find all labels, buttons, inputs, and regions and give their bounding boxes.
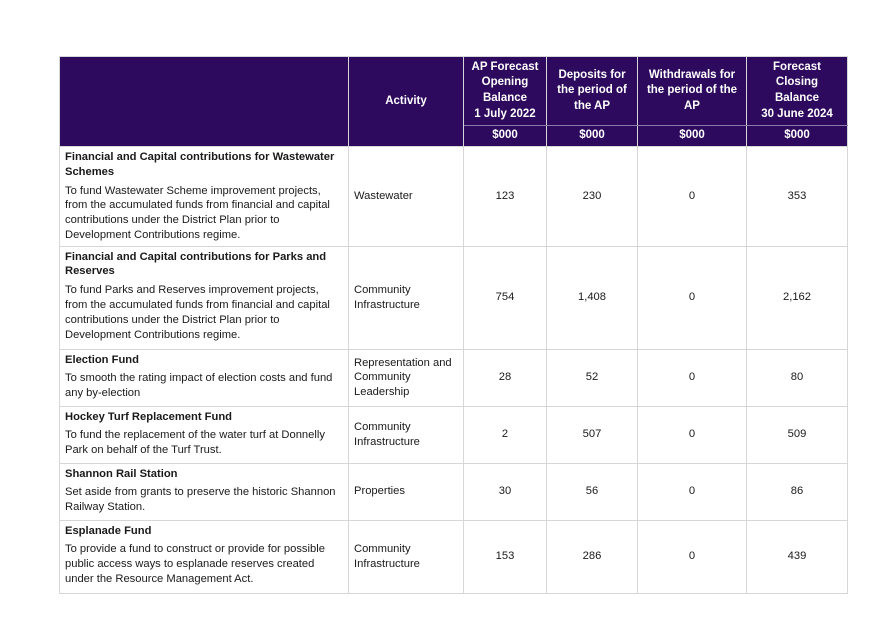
withdrawals-cell: 0 bbox=[638, 463, 747, 520]
fund-cell bbox=[60, 147, 349, 247]
deposits-cell: 56 bbox=[547, 463, 638, 520]
activity-cell: Wastewater bbox=[349, 147, 464, 247]
table-row bbox=[60, 406, 848, 463]
fund-description: To smooth the rating impact of election costs and fund any by-election bbox=[65, 372, 333, 400]
reserve-funds-table bbox=[59, 56, 848, 594]
deposits-cell: 1,408 bbox=[547, 246, 638, 349]
closing-cell: 353 bbox=[747, 147, 848, 247]
header-deposits: Deposits for the period of the AP bbox=[547, 57, 638, 126]
withdrawals-cell: 0 bbox=[638, 147, 747, 247]
opening-cell: 2 bbox=[464, 406, 547, 463]
header-activity: Activity bbox=[349, 57, 464, 147]
opening-cell: 754 bbox=[464, 246, 547, 349]
fund-cell bbox=[60, 349, 349, 406]
fund-cell bbox=[60, 520, 349, 593]
activity-cell: Community Infrastructure bbox=[349, 246, 464, 349]
deposits-cell: 52 bbox=[547, 349, 638, 406]
activity-cell: Community Infrastructure bbox=[349, 520, 464, 593]
closing-cell: 86 bbox=[747, 463, 848, 520]
deposits-cell: 286 bbox=[547, 520, 638, 593]
fund-description: To fund the replacement of the water turf at Donnelly Park on behalf of the Turf Trust. bbox=[65, 429, 325, 457]
fund-title: Financial and Capital contributions for Wastewater Schemes bbox=[65, 151, 335, 178]
deposits-cell: 230 bbox=[547, 147, 638, 247]
header-closing-balance bbox=[747, 57, 848, 126]
unit-withdrawals: $000 bbox=[638, 126, 747, 147]
fund-description: To fund Wastewater Scheme improvement projects, from the accumulated funds from financial and capital contributions under the District Plan prior to Development Contributions regime. bbox=[65, 184, 330, 241]
header-closing-label: Forecast Closing Balance bbox=[773, 60, 821, 104]
withdrawals-cell: 0 bbox=[638, 406, 747, 463]
table-body bbox=[60, 147, 848, 594]
table-row bbox=[60, 349, 848, 406]
fund-description: To provide a fund to construct or provide for possible public access ways to esplanade reserves created under the Resource Management Act. bbox=[65, 543, 325, 586]
closing-cell: 439 bbox=[747, 520, 848, 593]
opening-cell: 153 bbox=[464, 520, 547, 593]
unit-closing: $000 bbox=[747, 126, 848, 147]
table-row bbox=[60, 246, 848, 349]
closing-cell: 80 bbox=[747, 349, 848, 406]
fund-title: Shannon Rail Station bbox=[65, 467, 178, 480]
fund-cell bbox=[60, 463, 349, 520]
fund-title: Financial and Capital contributions for Parks and Reserves bbox=[65, 250, 327, 278]
fund-title: Hockey Turf Replacement Fund bbox=[65, 410, 233, 423]
header-blank-cell bbox=[60, 57, 349, 147]
opening-cell: 30 bbox=[464, 463, 547, 520]
table-row bbox=[60, 520, 848, 593]
opening-cell: 123 bbox=[464, 147, 547, 247]
activity-cell: Properties bbox=[349, 463, 464, 520]
fund-description: Set aside from grants to preserve the historic Shannon Railway Station. bbox=[65, 486, 336, 514]
table-row bbox=[60, 147, 848, 247]
activity-cell: Community Infrastructure bbox=[349, 406, 464, 463]
header-opening-date: 1 July 2022 bbox=[474, 107, 536, 120]
table-row bbox=[60, 463, 848, 520]
unit-opening: $000 bbox=[464, 126, 547, 147]
fund-title: Election Fund bbox=[65, 353, 139, 366]
withdrawals-cell: 0 bbox=[638, 349, 747, 406]
opening-cell: 28 bbox=[464, 349, 547, 406]
unit-deposits: $000 bbox=[547, 126, 638, 147]
header-opening-balance bbox=[464, 57, 547, 126]
fund-cell bbox=[60, 406, 349, 463]
header-opening-label: AP Forecast Opening Balance bbox=[471, 60, 539, 104]
withdrawals-cell: 0 bbox=[638, 246, 747, 349]
header-closing-date: 30 June 2024 bbox=[761, 107, 833, 120]
fund-cell bbox=[60, 246, 349, 349]
closing-cell: 2,162 bbox=[747, 246, 848, 349]
closing-cell: 509 bbox=[747, 406, 848, 463]
table-header bbox=[60, 57, 848, 147]
fund-title: Esplanade Fund bbox=[65, 524, 152, 537]
activity-cell: Representation and Community Leadership bbox=[349, 349, 464, 406]
fund-description: To fund Parks and Reserves improvement projects, from the accumulated funds from financial and capital contributions under the District Plan prior to Development Contributions regime. bbox=[65, 284, 330, 341]
withdrawals-cell: 0 bbox=[638, 520, 747, 593]
header-withdrawals: Withdrawals for the period of the AP bbox=[638, 57, 747, 126]
deposits-cell: 507 bbox=[547, 406, 638, 463]
